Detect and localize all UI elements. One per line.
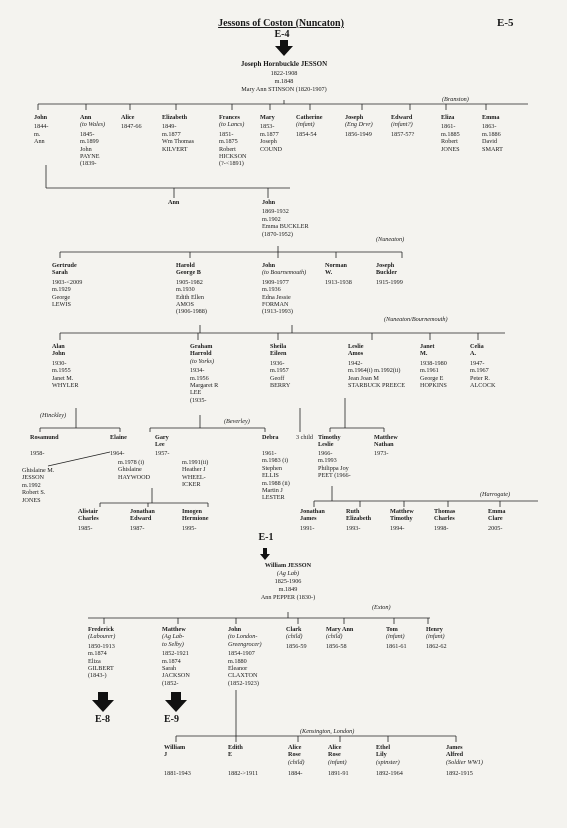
down-arrow-icon <box>260 548 270 560</box>
person-detail: m.1930 <box>176 286 195 294</box>
person-detail: Emma BUCKLER <box>262 223 309 231</box>
person-detail: 1863- <box>482 123 497 131</box>
ref-e9[interactable]: E-9 <box>164 714 179 725</box>
person-detail: GILBERT <box>88 665 114 672</box>
person-name: Hermione <box>182 515 209 523</box>
person-name: Harold <box>176 262 195 269</box>
person-years: 1995- <box>182 524 197 532</box>
person-detail: PAYNE <box>80 153 100 160</box>
person-name: Sheila <box>270 343 287 350</box>
person-detail: m.1988 (ii) <box>262 479 290 487</box>
person-name: Frances <box>219 114 240 121</box>
person-name: George B <box>176 269 201 277</box>
person-note: (infant) <box>386 633 405 641</box>
person-detail: CLAXTON <box>228 672 258 680</box>
person-note: (to Lancs) <box>219 121 245 129</box>
place-label: (Nuneaton/Bournemouth) <box>384 316 448 323</box>
person-name: Rose <box>288 751 301 759</box>
person-detail: m. <box>34 130 41 138</box>
person-detail: LESTER <box>262 494 285 502</box>
person-detail: COUND <box>260 145 283 153</box>
person-name: Matthew <box>374 434 398 441</box>
person-years: 1973- <box>374 450 389 457</box>
person-name: Alice <box>328 744 342 751</box>
person-name: Jonathan <box>300 508 325 515</box>
person-years: 1892-1915 <box>446 770 473 777</box>
founder-marriage: m.1848 <box>274 78 294 85</box>
person-name: Ethel <box>376 744 391 751</box>
person-name: John <box>262 262 276 269</box>
person-detail: m.1929 <box>52 286 71 294</box>
person-detail: 1903-<2009 <box>52 278 83 286</box>
page-id: E-5 <box>497 17 514 29</box>
person-name: Alice <box>288 744 302 751</box>
person-years: 1958- <box>30 450 45 457</box>
person-detail: 1861-61 <box>386 642 407 650</box>
person-detail: 1856-58 <box>326 642 347 650</box>
person-detail: PEET (1966- <box>318 472 351 480</box>
founder2-spouse: Ann PEPPER (1830-) <box>260 594 316 601</box>
person-detail: (1852- <box>162 679 179 687</box>
person-name: Matthew <box>390 508 414 515</box>
place-label: (Exton) <box>372 604 391 611</box>
person-detail: 1851- <box>219 130 234 138</box>
person-name: Ann <box>168 199 180 206</box>
person-detail: STARBUCK PREECE <box>348 382 406 389</box>
person-detail: 1961- <box>262 450 277 457</box>
person-name: Henry <box>426 626 443 633</box>
person-detail: Sarah <box>162 665 177 672</box>
person-detail: Robert S. <box>22 489 46 497</box>
person-name: William <box>164 744 186 751</box>
person-note: (infant) <box>296 121 315 129</box>
person-detail: 1966- <box>318 450 333 457</box>
person-detail: HOPKINS <box>420 382 447 389</box>
ref-e8[interactable]: E-8 <box>95 714 110 725</box>
person-detail: m.1936 <box>262 286 281 294</box>
person-name: Gertrude <box>52 262 77 269</box>
person-detail: JONES <box>22 496 41 504</box>
person-detail: Ghislaine <box>118 466 142 474</box>
founder-spouse: Mary Ann STINSON (1820-1907) <box>241 86 327 93</box>
person-note: (to London- <box>228 633 258 641</box>
person-detail: 1844- <box>34 123 49 131</box>
person-detail: Philippa Joy <box>318 464 349 472</box>
person-detail: Joseph <box>260 138 277 146</box>
person-name: John <box>228 626 242 633</box>
person-detail: 1856-59 <box>286 642 307 650</box>
person-years: 1881-1943 <box>164 770 191 777</box>
person-detail: AMOS <box>176 301 194 308</box>
person-detail: KILVERT <box>162 145 188 153</box>
person-years: 1985- <box>78 524 93 532</box>
person-detail: BERRY <box>270 382 291 389</box>
person-years: 1991- <box>300 524 315 532</box>
person-name: Emma <box>488 508 506 515</box>
person-detail: HAYWOOD <box>118 473 151 481</box>
person-years: 2005- <box>488 524 503 532</box>
person-name: Clare <box>488 515 503 523</box>
place-label: (Kensington, London) <box>300 728 355 735</box>
person-name: Gary <box>155 434 169 441</box>
person-years: 1964- <box>110 450 125 457</box>
person-name: Eileen <box>270 350 287 358</box>
person-detail: 1942- <box>348 359 363 367</box>
person-detail: m.1983 (i) <box>262 457 289 465</box>
person-detail: 1934- <box>190 367 205 375</box>
person-note: (infant?) <box>391 121 413 129</box>
person-detail: 1854-54 <box>296 130 317 138</box>
person-detail: (?-<1891) <box>219 160 244 168</box>
person-detail: SMART <box>482 145 503 153</box>
person-detail: 1913-1938 <box>325 278 352 286</box>
founder2-years: 1825-1906 <box>274 578 302 585</box>
person-detail: ELLIS <box>262 472 279 480</box>
person-name: James <box>300 515 317 523</box>
person-name: Edward <box>130 515 152 523</box>
ref-e4: E-4 <box>274 29 290 40</box>
person-detail: Janet M. <box>52 374 74 382</box>
place-label: (Hinckley) <box>40 412 67 419</box>
person-detail: WHEEL- <box>182 473 206 481</box>
person-detail: 1847-66 <box>121 123 142 131</box>
person-detail: (1839- <box>80 160 97 168</box>
person-detail: Geoff <box>270 374 285 382</box>
person-detail: m.1967 <box>470 367 489 375</box>
person-detail: m.1957 <box>270 367 289 375</box>
person-note: (Soldier WW1) <box>446 758 483 766</box>
person-name: E <box>228 751 233 759</box>
person-name: Buckler <box>376 269 397 277</box>
person-detail: Ghislaine M. <box>22 467 55 474</box>
person-detail: Robert <box>441 138 458 146</box>
person-name: John <box>34 114 48 121</box>
person-note: (Ag Lab- <box>162 633 185 641</box>
person-note: (to Yorks) <box>190 357 215 365</box>
person-detail: 1930- <box>52 359 67 367</box>
person-detail: m.1993 <box>318 457 337 465</box>
person-name: Alice <box>121 114 135 121</box>
person-detail: m.1885 <box>441 130 460 138</box>
person-detail: 1869-1932 <box>262 208 289 216</box>
person-name: Eliza <box>441 114 455 121</box>
person-detail: (1906-1988) <box>176 308 207 316</box>
person-detail: 1862-62 <box>426 642 447 650</box>
person-name: Rosamund <box>30 434 59 441</box>
person-name: Janet <box>420 343 435 350</box>
person-detail: m.1992 <box>22 481 41 489</box>
person-detail: m.1880 <box>228 657 247 665</box>
person-name: Charles <box>78 515 99 523</box>
person-detail: 1857-57? <box>391 130 415 138</box>
person-years: 1998- <box>434 524 449 532</box>
person-detail: m.1875 <box>219 138 238 146</box>
person-note: (spinster) <box>376 758 400 766</box>
person-detail: m.1877 <box>162 130 181 138</box>
person-name: M. <box>420 350 428 358</box>
founder2-name: William JESSON <box>264 562 312 569</box>
person-detail: 1915-1999 <box>376 278 403 286</box>
person-name: Tom <box>386 626 398 633</box>
person-years: 1884- <box>288 770 303 777</box>
person-detail: 1849- <box>162 123 177 131</box>
down-arrow-icon <box>92 692 114 712</box>
person-name: Lily <box>376 751 387 759</box>
person-detail: Stephen <box>262 464 282 472</box>
person-detail: JONES <box>441 145 460 153</box>
person-detail: m.1899 <box>80 138 99 146</box>
person-detail: JESSON <box>22 474 45 482</box>
person-name: Mary Ann <box>326 626 354 633</box>
person-detail: m.1877 <box>260 130 279 138</box>
person-detail: 1905-1982 <box>176 278 203 286</box>
person-name: Timothy <box>318 434 341 441</box>
person-detail: 1936- <box>270 359 285 367</box>
place-label: (Nuneaton) <box>376 236 405 243</box>
person-detail: (1913-1993) <box>262 308 293 316</box>
person-name: Emma <box>482 114 500 121</box>
person-name: Elaine <box>110 434 127 441</box>
person-name: Alistair <box>78 508 98 515</box>
person-name: Alan <box>52 343 65 350</box>
person-name: A. <box>470 350 477 358</box>
person-detail: Robert <box>219 145 236 153</box>
person-detail: m.1961 <box>420 367 439 375</box>
person-name: Lee <box>155 441 165 448</box>
person-detail: Jean Joan M <box>348 374 379 382</box>
person-name: John <box>52 350 66 358</box>
page-title: Jessons of Coston (Nuncaton) <box>218 18 344 29</box>
person-detail: m.1886 <box>482 130 501 138</box>
place-label: (Branston) <box>442 96 469 103</box>
person-name: James <box>446 744 463 751</box>
person-detail: (1852-1923) <box>228 679 259 687</box>
person-note: (to Bournemouth) <box>262 269 307 277</box>
person-detail: David <box>482 138 498 146</box>
person-detail: HICKSON <box>219 153 247 160</box>
person-name: Norman <box>325 262 347 269</box>
person-years: 1994- <box>390 524 405 532</box>
person-detail: LEE <box>190 389 202 397</box>
person-name: Leslie <box>348 343 364 350</box>
person-detail: 1861- <box>441 123 456 131</box>
person-detail: 1854-1907 <box>228 650 255 658</box>
person-detail: ICKER <box>182 481 201 489</box>
person-detail: m.1874 <box>162 657 181 665</box>
person-name: Debra <box>262 434 279 441</box>
person-name: Ann <box>80 114 92 121</box>
person-detail: Ann <box>34 138 45 146</box>
person-detail: WHYLER <box>52 382 79 389</box>
person-name: Edith <box>228 744 243 751</box>
person-name: J <box>164 751 168 759</box>
person-name: Edward <box>391 114 413 121</box>
person-name: Jonathan <box>130 508 155 515</box>
person-note: (Labourer) <box>88 633 116 641</box>
person-detail: m.1955 <box>52 367 71 375</box>
person-detail: Edith Ellen <box>176 293 205 301</box>
person-detail: 1947- <box>470 359 485 367</box>
founder-name: Joseph Hornbuckle JESSON <box>240 60 328 68</box>
person-years: 1993- <box>346 524 361 532</box>
person-note: (child) <box>286 633 303 641</box>
person-detail: Heather J <box>182 466 206 474</box>
founder2-marriage: m.1849 <box>278 586 298 593</box>
person-detail: Martin J <box>262 487 283 494</box>
person-note: (Eng Drvr) <box>345 121 373 129</box>
person-detail: m.1902 <box>262 215 281 223</box>
person-note: (to Wales) <box>80 121 106 129</box>
person-note: (infant) <box>328 758 347 766</box>
person-detail: m.1956 <box>190 374 209 382</box>
person-detail: JACKSON <box>162 672 190 680</box>
person-name: Frederick <box>88 626 115 633</box>
person-detail: Edna Jessie <box>262 293 291 301</box>
person-detail: FORMAN <box>262 301 289 308</box>
person-detail: 1850-1913 <box>88 642 115 650</box>
person-years: 1882->1911 <box>228 770 259 777</box>
person-detail: ALCOCK <box>470 382 496 389</box>
person-name: Sarah <box>52 269 68 277</box>
person-name: Elizabeth <box>346 515 372 523</box>
person-name: Matthew <box>162 626 186 633</box>
down-arrow-icon <box>275 40 293 56</box>
person-name: Alfred <box>446 751 464 759</box>
person-years: 1892-1964 <box>376 770 403 777</box>
founder-years: 1822-1908 <box>270 70 298 77</box>
person-name: Catherine <box>296 114 323 121</box>
person-name: Celia <box>470 343 484 350</box>
person-name: Rose <box>328 751 341 759</box>
person-years: 1891-91 <box>328 770 349 777</box>
person-note: to Selby) <box>162 640 184 648</box>
person-detail: George <box>52 293 71 301</box>
down-arrow-icon <box>165 692 187 712</box>
person-detail: (1935- <box>190 396 207 404</box>
person-detail: (1870-1952) <box>262 230 293 238</box>
person-detail: Eleanor <box>228 665 248 672</box>
person-years: 1987- <box>130 524 145 532</box>
place-label: (Beverley) <box>224 418 250 425</box>
person-name: Elizabeth <box>162 114 188 121</box>
person-note: 3 child <box>296 434 314 441</box>
ref-e1: E-1 <box>258 532 274 543</box>
person-detail: 1852-1921 <box>162 650 189 658</box>
person-detail: 1853- <box>260 123 275 131</box>
person-detail: Peter R. <box>470 374 490 382</box>
person-detail: 1845- <box>80 130 95 138</box>
person-name: Nathan <box>374 441 394 448</box>
person-name: Ruth <box>346 508 360 515</box>
person-detail: m.1964(i) m.1992(ii) <box>348 367 401 375</box>
person-years: 1957- <box>155 450 170 457</box>
person-name: Joseph <box>376 262 395 269</box>
person-note: (child) <box>326 633 343 641</box>
person-name: Joseph <box>345 114 364 121</box>
person-name: Timothy <box>390 515 413 523</box>
person-detail: m.1991(ii) <box>182 459 209 466</box>
person-detail: 1909-1977 <box>262 278 289 286</box>
person-detail: Wm Thomas <box>162 138 195 146</box>
place-label: (Harrogate) <box>480 491 511 498</box>
person-name: Clark <box>286 626 302 633</box>
person-name: Mary <box>260 114 275 121</box>
person-detail: John <box>80 145 92 153</box>
person-detail: (1843-) <box>88 672 107 680</box>
person-name: W. <box>325 269 333 277</box>
person-detail: Margaret R <box>190 382 219 389</box>
person-detail: 1856-1949 <box>345 130 372 138</box>
person-name: Graham <box>190 343 213 350</box>
person-name: Amos <box>348 350 364 358</box>
person-name: Harrold <box>190 350 212 358</box>
person-name: Charles <box>434 515 455 523</box>
person-name: Thomas <box>434 508 456 515</box>
person-detail: Eliza <box>88 657 101 665</box>
person-detail: 1938-1980 <box>420 359 447 367</box>
person-detail: m.1874 <box>88 650 107 658</box>
person-name: John <box>262 199 276 206</box>
person-note: Greengrocer) <box>228 640 262 648</box>
person-detail: George E <box>420 374 444 382</box>
person-detail: LEWIS <box>52 301 71 308</box>
person-note: (infant) <box>426 633 445 641</box>
founder2-note: (Ag Lab) <box>276 570 300 577</box>
person-name: Leslie <box>318 441 334 448</box>
person-note: (child) <box>288 758 305 766</box>
person-name: Imogen <box>182 508 202 515</box>
person-detail: m.1978 (i) <box>118 459 145 466</box>
